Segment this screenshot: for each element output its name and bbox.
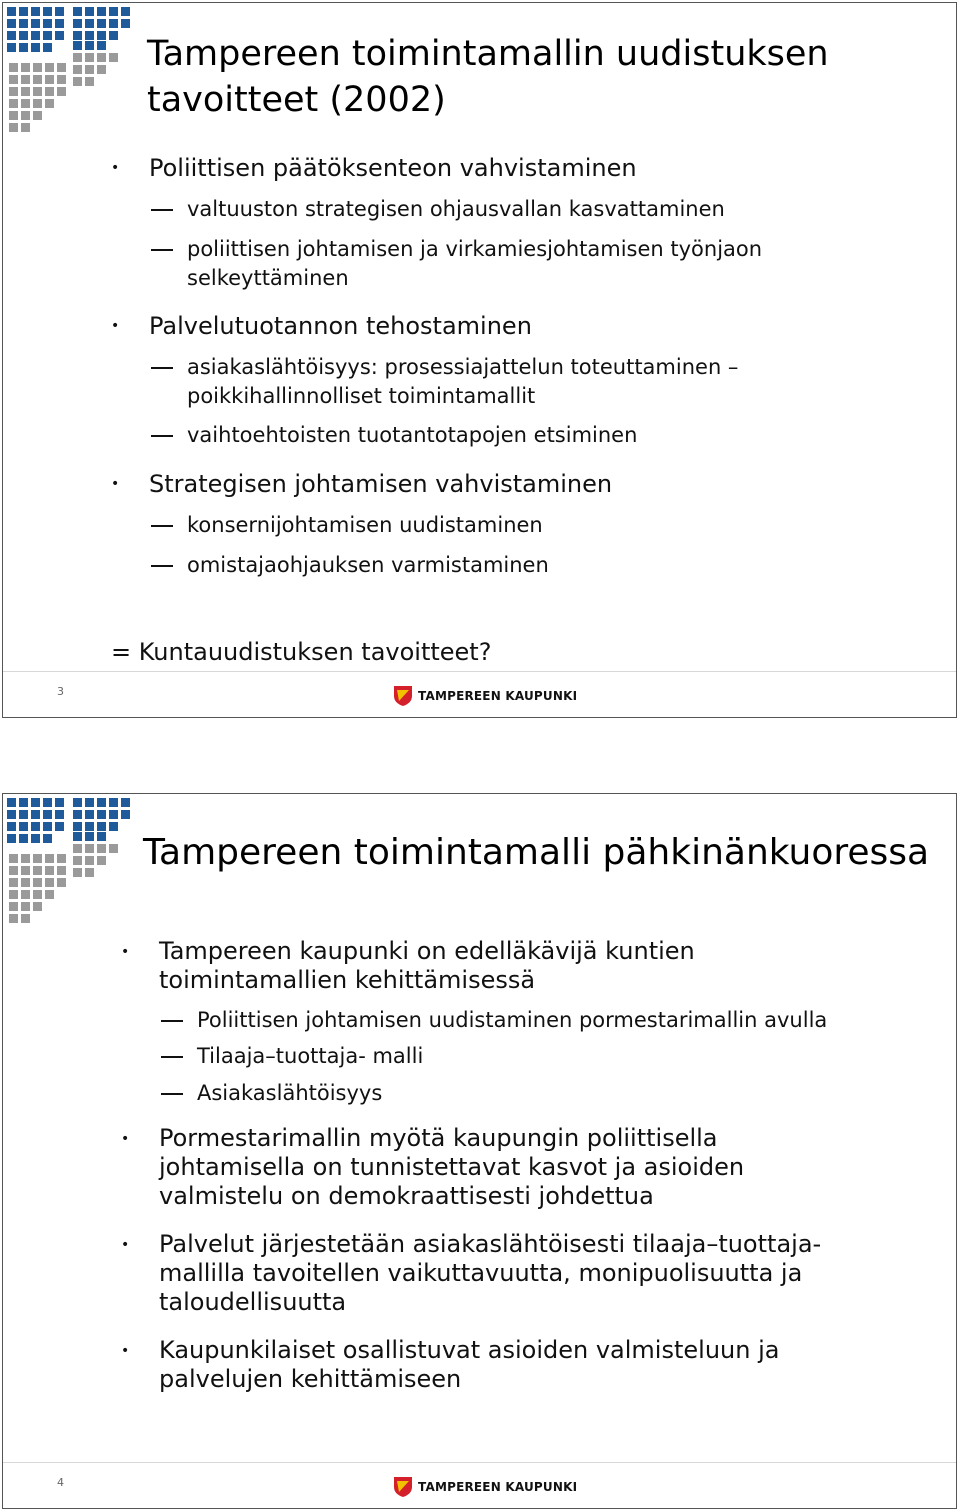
bullet-icon: •: [121, 1131, 130, 1147]
bullet-text: Pormestarimallin myötä kaupungin poliittisella johtamisella on tunnistettavat kasvot ja asioiden valmistelu on demokraattisesti johdettua: [159, 1124, 745, 1210]
footer-divider: [3, 1462, 956, 1463]
slide-number: 4: [57, 1476, 64, 1489]
dash-icon: [151, 565, 173, 567]
dash-icon: [151, 209, 173, 211]
slide-3: [2, 2, 957, 718]
footer-divider: [3, 671, 956, 672]
footer-logo-text: TAMPEREEN KAUPUNKI: [418, 1480, 578, 1494]
bullet-text: Palvelut järjestetään asiakaslähtöisesti tilaaja–tuottaja-mallilla tavoitellen vaikuttavuutta, monipuolisuutta ja taloudellisuutta: [159, 1230, 822, 1316]
bullet-text: Kaupunkilaiset osallistuvat asioiden valmisteluun ja palvelujen kehittämiseen: [159, 1336, 780, 1393]
bullet-text: Strategisen johtamisen vahvistaminen: [149, 470, 613, 498]
conclusion-text: = Kuntauudistuksen tavoitteet?: [111, 638, 492, 666]
tampere-crest-icon: [393, 685, 413, 707]
bullet-text: Tampereen kaupunki on edelläkävijä kuntien toimintamallien kehittämisessä: [159, 937, 695, 994]
slide-title: Tampereen toimintamalli pähkinänkuoressa: [143, 832, 930, 873]
slide-number: 3: [57, 685, 64, 698]
sub-item-text: asiakaslähtöisyys: prosessiajattelun toteuttaminen – poikkihallinnolliset toimintamallit: [187, 355, 739, 408]
dash-icon: [151, 249, 173, 251]
footer-logo-text: TAMPEREEN KAUPUNKI: [418, 689, 578, 703]
sub-item-text: Asiakaslähtöisyys: [197, 1081, 383, 1105]
sub-item-text: konsernijohtamisen uudistaminen: [187, 513, 543, 537]
dash-icon: [151, 525, 173, 527]
bullet-icon: •: [111, 160, 120, 176]
sub-item-text: Tilaaja–tuottaja- malli: [197, 1044, 424, 1068]
grid-decoration-icon: [3, 3, 143, 143]
bullet-icon: •: [121, 1343, 130, 1359]
footer-logo: [393, 685, 577, 707]
sub-item-text: valtuuston strategisen ohjausvallan kasvattaminen: [187, 197, 725, 221]
slide-4: [2, 793, 957, 1509]
sub-item-text: Poliittisen johtamisen uudistaminen pormestarimallin avulla: [197, 1008, 828, 1032]
dash-icon: [151, 367, 173, 369]
dash-icon: [161, 1056, 183, 1058]
grid-decoration-icon: [3, 794, 143, 934]
bullet-icon: •: [121, 944, 130, 960]
bullet-icon: •: [111, 318, 120, 334]
footer-logo: [393, 1476, 577, 1498]
bullet-text: Poliittisen päätöksenteon vahvistaminen: [149, 154, 637, 182]
bullet-icon: •: [111, 476, 120, 492]
tampere-crest-icon: [393, 1476, 413, 1498]
dash-icon: [151, 435, 173, 437]
slide-title: Tampereen toimintamallin uudistuksen tavoitteet (2002): [147, 34, 829, 120]
sub-item-text: omistajaohjauksen varmistaminen: [187, 553, 549, 577]
bullet-text: Palvelutuotannon tehostaminen: [149, 312, 532, 340]
dash-icon: [161, 1020, 183, 1022]
sub-item-text: vaihtoehtoisten tuotantotapojen etsiminen: [187, 423, 638, 447]
sub-item-text: poliittisen johtamisen ja virkamiesjohtamisen työnjaon selkeyttäminen: [187, 237, 763, 290]
bullet-icon: •: [121, 1237, 130, 1253]
dash-icon: [161, 1093, 183, 1095]
